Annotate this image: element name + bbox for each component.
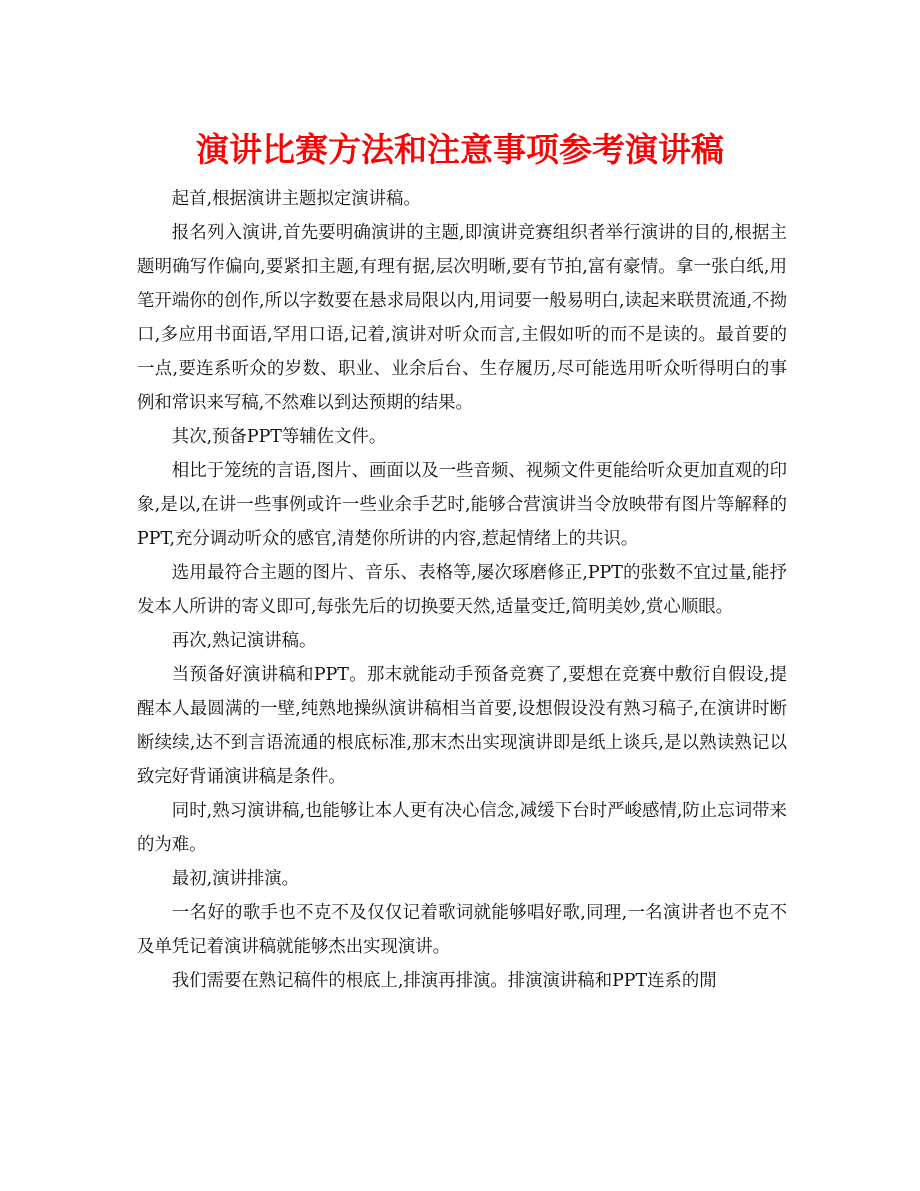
paragraph: 起首,根据演讲主题拟定演讲稿。 <box>171 189 421 209</box>
paragraph: 当预备好演讲稿和PPT。那末就能动手预备竞赛了,要想在竞赛中敷衍自假设,提醒本人最圆满的一壁,纯熟地操纵演讲稿相当首要,设想假设没有熟习稿子,在演讲时断断续续,达不到言语流通的根底标准,那末杰出实现演讲即是纸上谈兵,是以熟读熟记以致完好背诵演讲稿是条件。 <box>137 665 787 787</box>
paragraph: 我们需要在熟记稿件的根底上,排演再排演。排演演讲稿和PPT连系的閒 <box>171 971 717 991</box>
paragraph: 报名列入演讲,首先要明确演讲的主题,即演讲竞赛组织者举行演讲的目的,根据主题明确写作偏向,要紧扣主题,有理有据,层次明晰,要有节拍,富有豪情。拿一张白纸,用笔开端你的创作,所以字数要在悬求局限以内,用词要一般易明白,读起来联贯流通,不拗口,多应用书面语,罕用口语,记着,演讲对听众而言,主假如听的而不是读的。最首要的一点,要连系听众的岁数、职业、业余后台、生存履历,尽可能选用听众听得明白的事例和常识来写稿,不然难以到达预期的结果。 <box>137 223 787 413</box>
paragraph: 同时,熟习演讲稿,也能够让本人更有决心信念,减缓下台时严峻感情,防止忘词带来的为难。 <box>137 801 787 855</box>
paragraph: 最初,演讲排演。 <box>171 869 300 889</box>
paragraph: 再次,熟记演讲稿。 <box>171 631 317 651</box>
paragraph: 一名好的歌手也不克不及仅仅记着歌词就能够唱好歌,同理,一名演讲者也不克不及单凭记着演讲稿就能够杰出实现演讲。 <box>137 903 787 957</box>
paragraph: 其次,预备PPT等辅佐文件。 <box>171 427 387 447</box>
paragraph: 选用最符合主题的图片、音乐、表格等,屡次琢磨修正,PPT的张数不宜过量,能抒发本人所讲的寄义即可,每张先后的切换要天然,适量变迁,简明美妙,赏心顺眼。 <box>137 563 787 617</box>
document-title: 演讲比赛方法和注意事项参考演讲稿 <box>196 130 724 169</box>
paragraph: 相比于笼统的言语,图片、画面以及一些音频、视频文件更能给听众更加直观的印象,是以,在讲一些事例或许一些业余手艺时,能够合营演讲当令放映带有图片等解释的PPT,充分调动听众的感官,清楚你所讲的内容,惹起情绪上的共识。 <box>137 461 787 549</box>
document-body <box>137 182 787 998</box>
